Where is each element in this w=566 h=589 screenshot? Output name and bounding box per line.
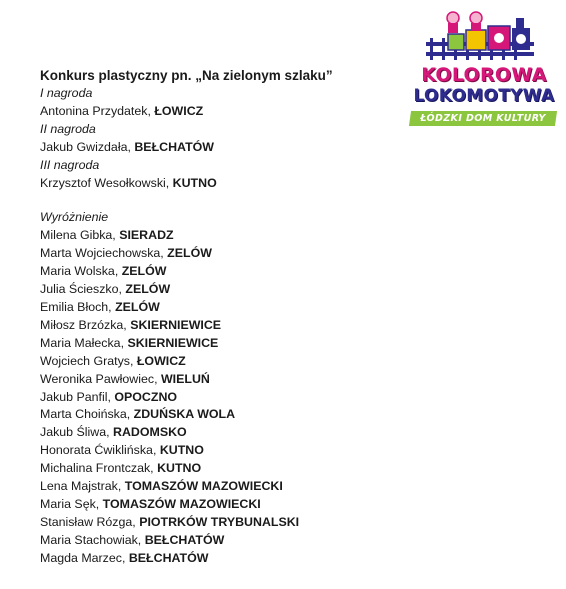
list-item <box>40 532 400 550</box>
document-body <box>40 67 400 568</box>
list-item <box>40 406 400 424</box>
winner-name: Julia Ścieszko, <box>40 282 126 297</box>
logo-line-2: LOKOMOTYWA <box>413 86 555 106</box>
logo-line-1: KOLOROWA <box>421 64 547 86</box>
winner-name: Maria Sęk, <box>40 496 103 511</box>
winner-name: Marta Wojciechowska, <box>40 246 168 261</box>
list-item <box>40 281 400 299</box>
winner-city: ZDUŃSKA WOLA <box>133 407 236 422</box>
winner-city: TOMASZÓW MAZOWIECKI <box>102 496 261 511</box>
winner-name: Weronika Pawłowiec, <box>40 371 161 386</box>
winner-city: ZELÓW <box>121 264 167 279</box>
list-item <box>40 299 400 317</box>
winner-name: Maria Stachowiak, <box>40 532 145 547</box>
winner-name: Krzysztof Wesołkowski, <box>40 175 173 190</box>
winner-city: OPOCZNO <box>114 389 178 404</box>
award-label-3: III nagroda <box>40 157 100 172</box>
winner-city: ZELÓW <box>125 282 171 297</box>
list-item <box>40 442 400 460</box>
list-item <box>40 389 400 407</box>
winner-name: Magda Marzec, <box>40 550 129 565</box>
winner-name: Antonina Przydatek, <box>40 103 155 118</box>
list-item <box>40 227 400 245</box>
train-icon <box>408 8 560 66</box>
winner-name: Miłosz Brzózka, <box>40 317 131 332</box>
award-label-1: I nagroda <box>40 86 93 100</box>
page-title: Konkurs plastyczny pn. „Na zielonym szlaku” <box>40 68 333 83</box>
winner-city: WIELUŃ <box>160 371 210 386</box>
winner-name: Maria Wolska, <box>40 264 122 279</box>
list-item <box>40 460 400 478</box>
list-item <box>40 424 400 442</box>
list-item <box>40 263 400 281</box>
list-item <box>40 335 400 353</box>
logo-band-text: ŁÓDZKI DOM KULTURY <box>420 113 546 124</box>
winner-city: BEŁCHATÓW <box>134 139 214 154</box>
list-item <box>40 371 400 389</box>
winner-city: RADOMSKO <box>113 425 187 440</box>
logo-band <box>409 111 557 126</box>
winner-name: Emilia Błoch, <box>40 299 116 314</box>
winner-name: Lena Majstrak, <box>40 479 125 494</box>
winner-name: Marta Choińska, <box>40 407 134 422</box>
list-item <box>40 353 400 371</box>
winner-name: Jakub Gwizdała, <box>40 139 135 154</box>
award-winner-2 <box>40 139 400 157</box>
winner-city: ŁOWICZ <box>136 353 186 368</box>
winner-city: TOMASZÓW MAZOWIECKI <box>124 479 283 494</box>
winner-city: BEŁCHATÓW <box>144 532 225 547</box>
winner-city: ZELÓW <box>115 299 160 314</box>
winner-city: SKIERNIEWICE <box>127 335 219 350</box>
winner-city: SKIERNIEWICE <box>130 317 222 332</box>
winner-city: KUTNO <box>157 461 202 476</box>
winner-name: Stanisław Rózga, <box>40 514 140 529</box>
winner-name: Jakub Śliwa, <box>40 425 114 440</box>
winner-city: SIERADZ <box>119 228 174 243</box>
award-winner-1 <box>40 103 400 121</box>
list-item <box>40 496 400 514</box>
award-label-2: II nagroda <box>40 121 96 136</box>
winner-city: PIOTRKÓW TRYBUNALSKI <box>139 514 300 529</box>
winner-name: Wojciech Gratys, <box>40 353 137 368</box>
winner-city: ŁOWICZ <box>154 103 204 118</box>
winner-city: KUTNO <box>172 175 217 190</box>
list-item <box>40 478 400 496</box>
winner-city: ZELÓW <box>167 246 212 261</box>
list-item <box>40 514 400 532</box>
list-item <box>40 317 400 335</box>
list-item <box>40 245 400 263</box>
kolorowa-lokomotywa-logo <box>408 8 560 130</box>
winner-name: Jakub Panfil, <box>40 389 115 404</box>
winner-name: Milena Gibka, <box>40 228 120 243</box>
winner-name: Honorata Ćwiklińska, <box>40 443 160 458</box>
list-item <box>40 550 400 568</box>
winner-city: KUTNO <box>159 443 204 458</box>
winner-name: Michalina Frontczak, <box>40 461 158 476</box>
winner-name: Maria Małecka, <box>40 335 128 350</box>
award-winner-3 <box>40 175 400 193</box>
winner-city: BEŁCHATÓW <box>128 550 209 565</box>
honorable-heading: Wyróżnienie <box>40 210 109 225</box>
